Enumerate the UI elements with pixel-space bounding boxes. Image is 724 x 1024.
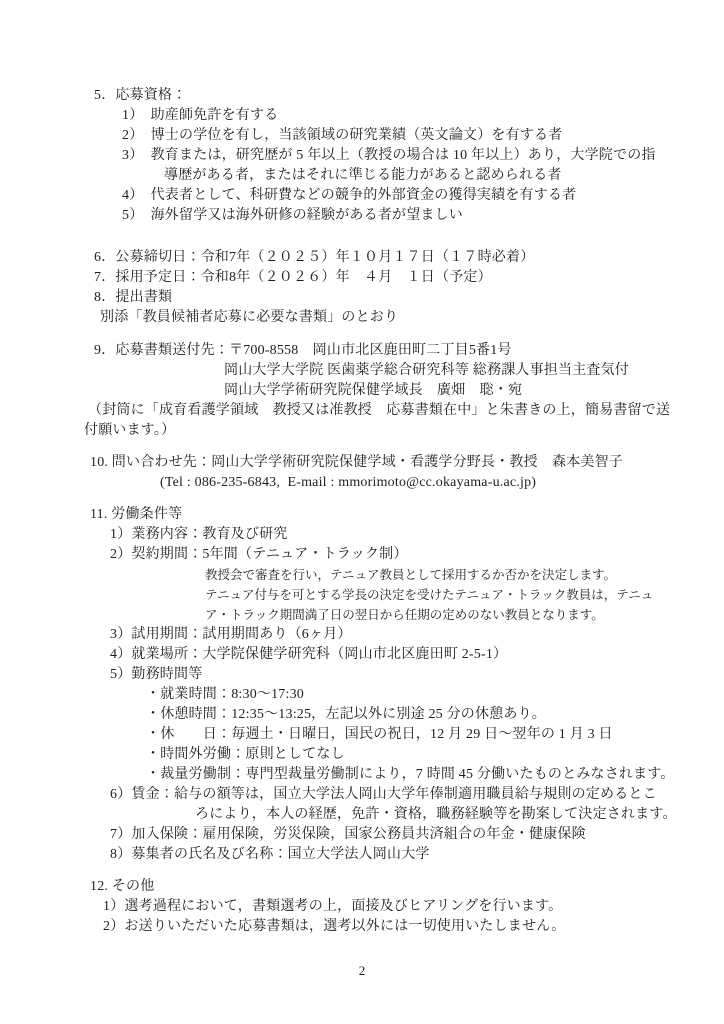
text-line: ・裁量労働制：専門型裁量労働制により，7 時間 45 分働いたものとみなされます。: [146, 767, 675, 782]
text-line: 5）勤務時間等: [110, 667, 203, 682]
text-line: 5） 海外留学又は海外研修の経験がある者が望ましい: [122, 208, 463, 223]
text-line: テニュア付与を可とする学長の決定を受けたテニュア・トラック教員は，テニュ: [205, 588, 654, 602]
text-line: 6）賃金：給与の額等は，国立大学法人岡山大学年俸制適用職員給与規則の定めるとこ: [110, 787, 657, 802]
text-line: 岡山大学学術研究院保健学域長 廣畑 聡・宛: [224, 383, 523, 398]
text-line: 8）募集者の氏名及び名称：国立大学法人岡山大学: [110, 847, 430, 862]
text-line: 3） 教育または，研究歴が 5 年以上（教授の場合は 10 年以上）あり，大学院での指: [122, 148, 656, 163]
text-line: 2）お送りいただいた応募書類は，選考以外には一切使用いたしません。: [103, 919, 566, 934]
text-line: 岡山大学大学院 医歯薬学総合研究科等 総務課人事担当主査気付: [224, 363, 629, 378]
text-line: 9．応募書類送付先：〒700-8558 岡山市北区鹿田町二丁目5番1号: [94, 343, 512, 358]
blank-line: [84, 493, 684, 505]
text-line: 11. 労働条件等: [90, 507, 183, 522]
text-line: 2）契約期間：5年間（テニュア・トラック制）: [110, 547, 408, 562]
text-line: 教授会で審査を行い，テニュア教員として採用するか否かを決定します。: [205, 568, 617, 582]
text-line: 導歴がある者，またはそれに準じる能力があると認められる者: [164, 168, 562, 183]
text-line: ・就業時間：8:30〜17:30: [146, 687, 304, 702]
text-line: 7）加入保険：雇用保険，労災保険，国家公務員共済組合の年金・健康保険: [110, 827, 586, 842]
blank-line: [84, 226, 684, 248]
text-line: 2） 博士の学位を有し，当該領域の研究業績（英文論文）を有する者: [122, 128, 563, 143]
text-line: ア・トラック期間満了日の翌日から任期の定めのない教員となります。: [205, 608, 604, 622]
text-line: 10. 問い合わせ先：岡山大学学術研究院保健学域・看護学分野長・教授 森本美智子: [90, 455, 623, 470]
text-line: ・休憩時間：12:35〜13:25，左記以外に別途 25 分の休憩あり。: [146, 707, 546, 722]
text-line: 8．提出書類: [94, 290, 173, 305]
text-line: 12. その他: [90, 879, 155, 894]
text-line: 付願います。）: [84, 423, 176, 438]
page-number: 2: [358, 963, 366, 978]
text-line: 1） 助産師免許を有する: [122, 108, 279, 123]
text-line: 7．採用予定日：令和8年（２０２６）年 ４月 １日（予定）: [94, 270, 492, 285]
text-line: (Tel : 086-235-6843, E-mail : mmorimoto@cc.okayama-u.ac.jp): [160, 475, 537, 490]
text-line: 6．公募締切日：令和7年（２０２５）年１０月１７日（１７時必着）: [94, 250, 535, 265]
text-line: 3）試用期間：試用期間あり（6ヶ月）: [110, 627, 352, 642]
text-line: 1）業務内容：教育及び研究: [110, 527, 288, 542]
text-line: 1）選考過程において，書類選考の上，面接及びヒアリングを行います。: [103, 899, 563, 914]
blank-line: [84, 865, 684, 877]
text-line: ・休 日：毎週土・日曜日，国民の祝日，12 月 29 日〜翌年の 1 月 3 日: [146, 727, 613, 742]
text-line: 5．応募資格：: [94, 88, 187, 103]
document-body: [84, 86, 684, 937]
text-line: （封筒に「成育看護学領域 教授又は准教授 応募書類在中」と朱書きの上，簡易書留で送: [88, 403, 671, 418]
text-line: 4）就業場所：大学院保健学研究科（岡山市北区鹿田町 2-5-1）: [110, 647, 508, 662]
text-line: ろにより，本人の経歴，免許・資格，職務経験等を勘案して決定されます。: [195, 807, 677, 822]
blank-line: [84, 441, 684, 453]
text-line: 別添「教員候補者応募に必要な書類」のとおり: [100, 310, 399, 325]
text-line: 4） 代表者として、科研費などの競争的外部資金の獲得実績を有する者: [122, 188, 577, 203]
blank-line: [84, 328, 684, 341]
text-line: ・時間外労働：原則としてなし: [146, 747, 345, 762]
